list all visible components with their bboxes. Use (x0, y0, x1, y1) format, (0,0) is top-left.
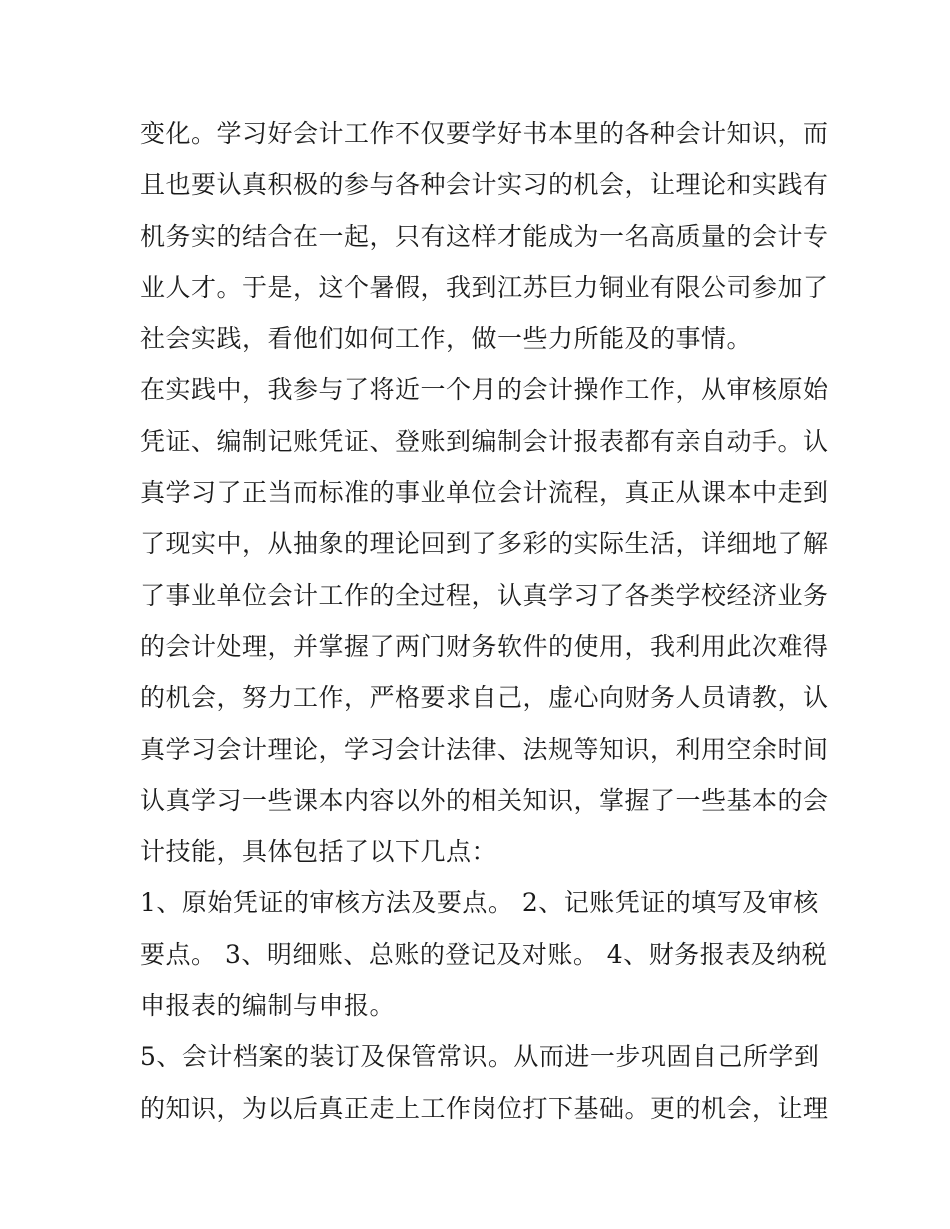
text-line: 1、原始凭证的审核方法及要点。 2、记账凭证的填写及审核 (140, 888, 819, 918)
text-line: 且也要认真积极的参与各种会计实习的机会，让理论和实践有 (140, 170, 829, 200)
text-line: 了事业单位会计工作的全过程，认真学习了各类学校经济业务 (140, 580, 829, 610)
text-line: 认真学习一些课本内容以外的相关知识，掌握了一些基本的会 (140, 785, 829, 815)
text-line: 的会计处理，并掌握了两门财务软件的使用，我利用此次难得 (140, 631, 829, 661)
text-line: 真学习会计理论，学习会计法律、法规等知识，利用空余时间 (140, 734, 829, 764)
text-line: 计技能，具体包括了以下几点： (140, 837, 498, 867)
text-line: 的机会，努力工作，严格要求自己，虚心向财务人员请教，认 (140, 683, 829, 713)
text-line: 要点。 3、明细账、总账的登记及对账。 4、财务报表及纳税 (140, 939, 828, 969)
text-line: 真学习了正当而标准的事业单位会计流程，真正从课本中走到 (140, 478, 829, 508)
text-line: 机务实的结合在一起，只有这样才能成为一名高质量的会计专 (140, 221, 829, 251)
text-line: 了现实中，从抽象的理论回到了多彩的实际生活，详细地了解 (140, 529, 829, 559)
text-line: 在实践中，我参与了将近一个月的会计操作工作，从审核原始 (140, 375, 829, 405)
text-line: 凭证、编制记账凭证、登账到编制会计报表都有亲自动手。认 (140, 426, 829, 456)
text-line: 的知识，为以后真正走上工作岗位打下基础。更的机会，让理 (140, 1093, 829, 1123)
text-line: 5、会计档案的装订及保管常识。从而进一步巩固自己所学到 (140, 1042, 820, 1072)
text-line: 申报表的编制与申报。 (140, 991, 396, 1021)
text-line: 社会实践，看他们如何工作，做一些力所能及的事情。 (140, 324, 753, 354)
text-line: 变化。学习好会计工作不仅要学好书本里的各种会计知识，而 (140, 119, 829, 148)
text-line: 业人才。于是，这个暑假，我到江苏巨力铜业有限公司参加了 (140, 272, 829, 302)
document-body (140, 108, 829, 1134)
